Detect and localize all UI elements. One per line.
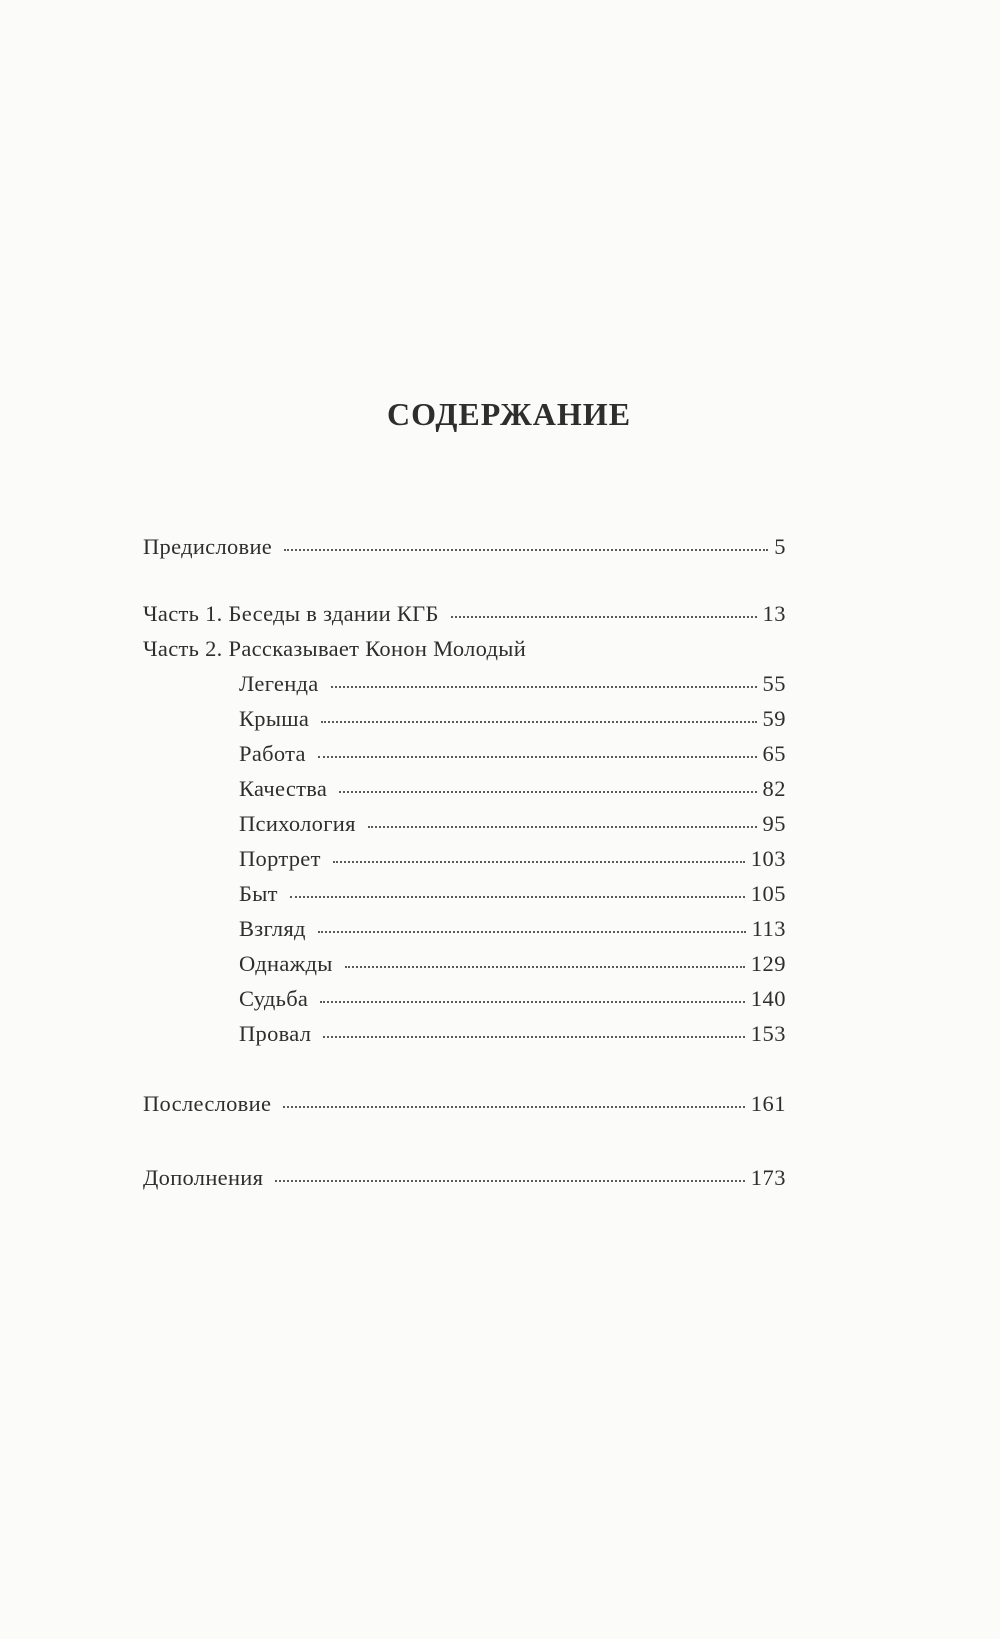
toc-entry-label: Портрет	[239, 846, 321, 871]
toc-page-number: 82	[762, 776, 786, 801]
dot-leader	[333, 861, 745, 863]
dot-leader	[283, 1106, 745, 1108]
dot-leader	[368, 826, 757, 828]
toc-entry-label: Провал	[239, 1021, 312, 1046]
dot-leader	[321, 721, 756, 723]
dot-leader	[318, 931, 746, 933]
toc-page-number: 103	[750, 846, 786, 871]
toc-entry-once[interactable]	[239, 953, 786, 976]
toc-entry-roof[interactable]	[239, 708, 786, 731]
toc-page-number: 113	[751, 916, 786, 941]
toc-entry-view[interactable]	[239, 918, 786, 941]
dot-leader	[318, 756, 757, 758]
dot-leader	[320, 1001, 745, 1003]
toc-entry-label: Предисловие	[143, 534, 273, 559]
dot-leader	[290, 896, 745, 898]
toc-entry-label: Судьба	[239, 986, 309, 1011]
toc-entry-psychology[interactable]	[239, 813, 786, 836]
dot-leader	[284, 549, 768, 551]
toc-entry-part-1[interactable]	[143, 603, 786, 626]
toc-page-number: 55	[762, 671, 786, 696]
toc-entry-label: Быт	[239, 881, 278, 906]
dot-leader	[323, 1036, 744, 1038]
toc-page-number: 65	[762, 741, 786, 766]
toc-entry-qualities[interactable]	[239, 778, 786, 801]
toc-page-number: 5	[774, 534, 786, 559]
toc-entry-appendices[interactable]	[143, 1167, 786, 1190]
toc-entry-portrait[interactable]	[239, 848, 786, 871]
toc-page-number: 173	[750, 1165, 786, 1190]
toc-entry-label: Качества	[239, 776, 328, 801]
toc-entry-work[interactable]	[239, 743, 786, 766]
toc-entry-label: Легенда	[239, 671, 319, 696]
toc-entry-fate[interactable]	[239, 988, 786, 1011]
toc-page-number: 140	[750, 986, 786, 1011]
dot-leader	[345, 966, 745, 968]
dot-leader	[339, 791, 756, 793]
toc-page-number: 153	[750, 1021, 786, 1046]
toc-entry-afterword[interactable]	[143, 1093, 786, 1116]
toc-entry-part-2[interactable]	[143, 638, 786, 661]
toc-entry-failure[interactable]	[239, 1023, 786, 1046]
toc-entry-legend[interactable]	[239, 673, 786, 696]
toc-page-number: 129	[750, 951, 786, 976]
toc-entry-label: Однажды	[239, 951, 333, 976]
toc-entry-label: Часть 2. Рассказывает Конон Молодый	[143, 636, 527, 661]
dot-leader	[451, 616, 757, 618]
page-title: СОДЕРЖАНИЕ	[386, 396, 632, 432]
toc-entry-label: Работа	[239, 741, 306, 766]
toc-entry-label: Послесловие	[143, 1091, 272, 1116]
toc-entry-label: Взгляд	[239, 916, 306, 941]
toc-entry-label: Психология	[239, 811, 356, 836]
toc-page-number: 161	[750, 1091, 786, 1116]
toc-page-number: 59	[762, 706, 786, 731]
toc-page-number: 95	[762, 811, 786, 836]
toc-entry-label: Дополнения	[143, 1165, 264, 1190]
toc-page-number: 105	[750, 881, 786, 906]
toc-entry-daily-life[interactable]	[239, 883, 786, 906]
toc-page-number: 13	[762, 601, 786, 626]
dot-leader	[275, 1180, 744, 1182]
toc-entry-label: Часть 1. Беседы в здании КГБ	[143, 601, 439, 626]
dot-leader	[331, 686, 757, 688]
toc-entry-preface[interactable]	[143, 536, 786, 559]
toc-entry-label: Крыша	[239, 706, 310, 731]
